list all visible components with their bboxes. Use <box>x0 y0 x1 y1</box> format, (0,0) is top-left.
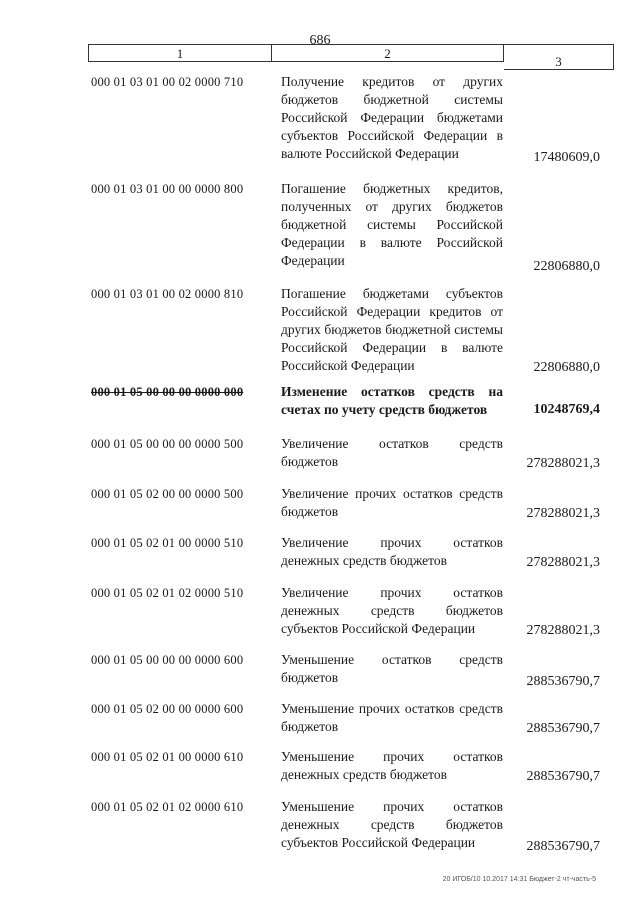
row-description: Уменьшение прочих остатков денежных средств бюджетов субъектов Российской Федерации <box>281 799 503 850</box>
row-value: 22806880,0 <box>533 259 600 274</box>
row-description: Увеличение прочих остатков денежных средств бюджетов <box>281 535 503 568</box>
row-value: 278288021,3 <box>526 555 600 570</box>
row-code: 000 01 05 02 01 00 0000 510 <box>91 536 244 550</box>
row-description: Уменьшение прочих остатков средств бюджетов <box>281 701 503 734</box>
row-code: 000 01 03 01 00 02 0000 710 <box>91 75 244 89</box>
row-code: 000 01 05 02 01 02 0000 610 <box>91 800 244 814</box>
row-value: 288536790,7 <box>526 769 600 784</box>
row-code: 000 01 05 00 00 00 0000 000 <box>91 385 244 399</box>
column-header-2: 2 <box>272 44 504 62</box>
row-value: 278288021,3 <box>526 456 600 471</box>
row-value: 288536790,7 <box>526 839 600 854</box>
row-description: Уменьшение прочих остатков денежных средств бюджетов <box>281 749 503 782</box>
row-description: Изменение остатков средств на счетах по учету средств бюджетов <box>281 384 503 417</box>
column-header-1: 1 <box>88 44 272 62</box>
row-description: Погашение бюджетных кредитов, полученных от других бюджетов бюджетной системы Российской Федерации в валюте Российской Федерации <box>281 181 503 268</box>
row-code: 000 01 05 00 00 00 0000 500 <box>91 437 244 451</box>
page-number: 686 <box>309 33 331 48</box>
row-code: 000 01 05 02 00 00 0000 500 <box>91 487 244 501</box>
row-description: Уменьшение остатков средств бюджетов <box>281 652 503 685</box>
row-value: 288536790,7 <box>526 721 600 736</box>
row-code: 000 01 05 02 00 00 0000 600 <box>91 702 244 716</box>
row-description: Увеличение прочих остатков денежных средств бюджетов субъектов Российской Федерации <box>281 585 503 636</box>
row-value: 288536790,7 <box>526 674 600 689</box>
footer-stamp: 20 ИГОБ/10 10.2017 14:31 Бюджет-2 чт-часть-5 <box>442 876 596 883</box>
row-code: 000 01 05 02 01 02 0000 510 <box>91 586 244 600</box>
row-code: 000 01 05 00 00 00 0000 600 <box>91 653 244 667</box>
row-description: Увеличение прочих остатков средств бюджетов <box>281 486 503 519</box>
row-code: 000 01 03 01 00 02 0000 810 <box>91 287 244 301</box>
row-code: 000 01 05 02 01 00 0000 610 <box>91 750 244 764</box>
row-description: Получение кредитов от других бюджетов бюджетной системы Российской Федерации бюджетами субъектов Российской Федерации в валюте Российской Федерации <box>281 74 503 161</box>
row-value: 10248769,4 <box>533 402 600 417</box>
row-value: 22806880,0 <box>533 360 600 375</box>
row-value: 17480609,0 <box>533 150 600 165</box>
row-description: Увеличение остатков средств бюджетов <box>281 436 503 469</box>
row-description: Погашение бюджетами субъектов Российской Федерации кредитов от других бюджетов бюджетной системы Российской Федерации в валюте Российской Федерации <box>281 286 503 373</box>
row-value: 278288021,3 <box>526 506 600 521</box>
column-header-3: 3 <box>504 44 614 70</box>
row-value: 278288021,3 <box>526 623 600 638</box>
row-code: 000 01 03 01 00 00 0000 800 <box>91 182 244 196</box>
table-header <box>88 44 614 70</box>
